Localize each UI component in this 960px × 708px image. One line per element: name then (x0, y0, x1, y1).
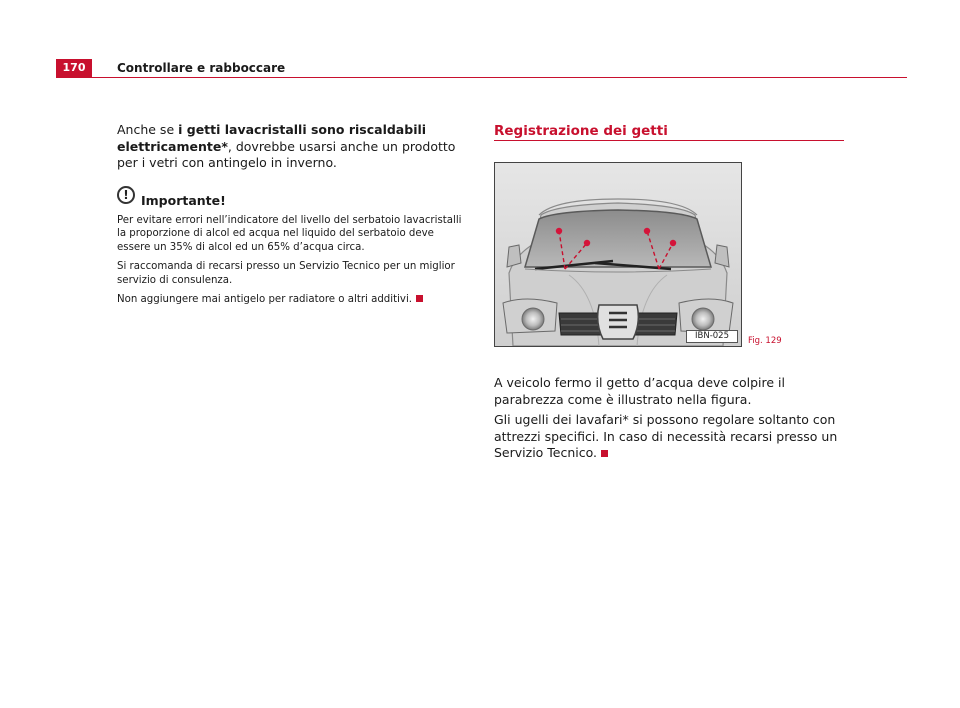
intro-bold: i getti lavacristalli sono riscaldabili elettricamente* (117, 122, 427, 154)
page-number: 170 (56, 59, 92, 77)
chapter-title: Controllare e rabboccare (117, 61, 286, 75)
body-paragraph-2 (494, 412, 844, 462)
body-paragraph-1: A veicolo fermo il getto d’acqua deve colpire il parabrezza come è illustrato nella figura. (494, 375, 785, 407)
important-paragraph-3 (117, 293, 469, 307)
section-title: Registrazione dei getti (494, 123, 668, 139)
car-front-illustration (495, 163, 741, 346)
important-heading (117, 186, 469, 208)
important-paragraph-3-text: Non aggiungere mai antigelo per radiatore o altri additivi. (117, 294, 413, 305)
important-paragraph-2: Si raccomanda di recarsi presso un Servizio Tecnico per un miglior servizio di consulenza. (117, 261, 455, 286)
important-paragraph-1: Per evitare errori nell’indicatore del livello del serbatoio lavacristalli la proporzione di alcol ed acqua nel liquido del serbatoio deve essere un 35% di alcol ed un 65% d’acqua circa. (117, 214, 462, 253)
body-paragraph-2-text: Gli ugelli dei lavafari* si possono regolare soltanto con attrezzi specifici. In caso di necessità recarsi presso un Servizio Tecnico. (494, 412, 838, 460)
section-body (494, 375, 844, 466)
car-front-figure (494, 162, 742, 347)
section-rule (494, 140, 844, 141)
figure-code-label: IBN-025 (686, 330, 738, 343)
intro-rest: , dovrebbe usarsi anche un prodotto per i vetri con antingelo in inverno. (117, 138, 456, 170)
end-mark-icon (601, 450, 608, 457)
intro-prefix: Anche se (117, 122, 179, 137)
end-mark-icon (416, 295, 423, 302)
important-title: Importante! (141, 192, 226, 208)
header-rule (56, 77, 907, 78)
intro-paragraph (117, 122, 469, 172)
left-column (117, 122, 469, 307)
figure-caption: Fig. 129 (748, 336, 782, 346)
right-column (494, 122, 844, 140)
exclamation-icon: ! (117, 186, 135, 204)
